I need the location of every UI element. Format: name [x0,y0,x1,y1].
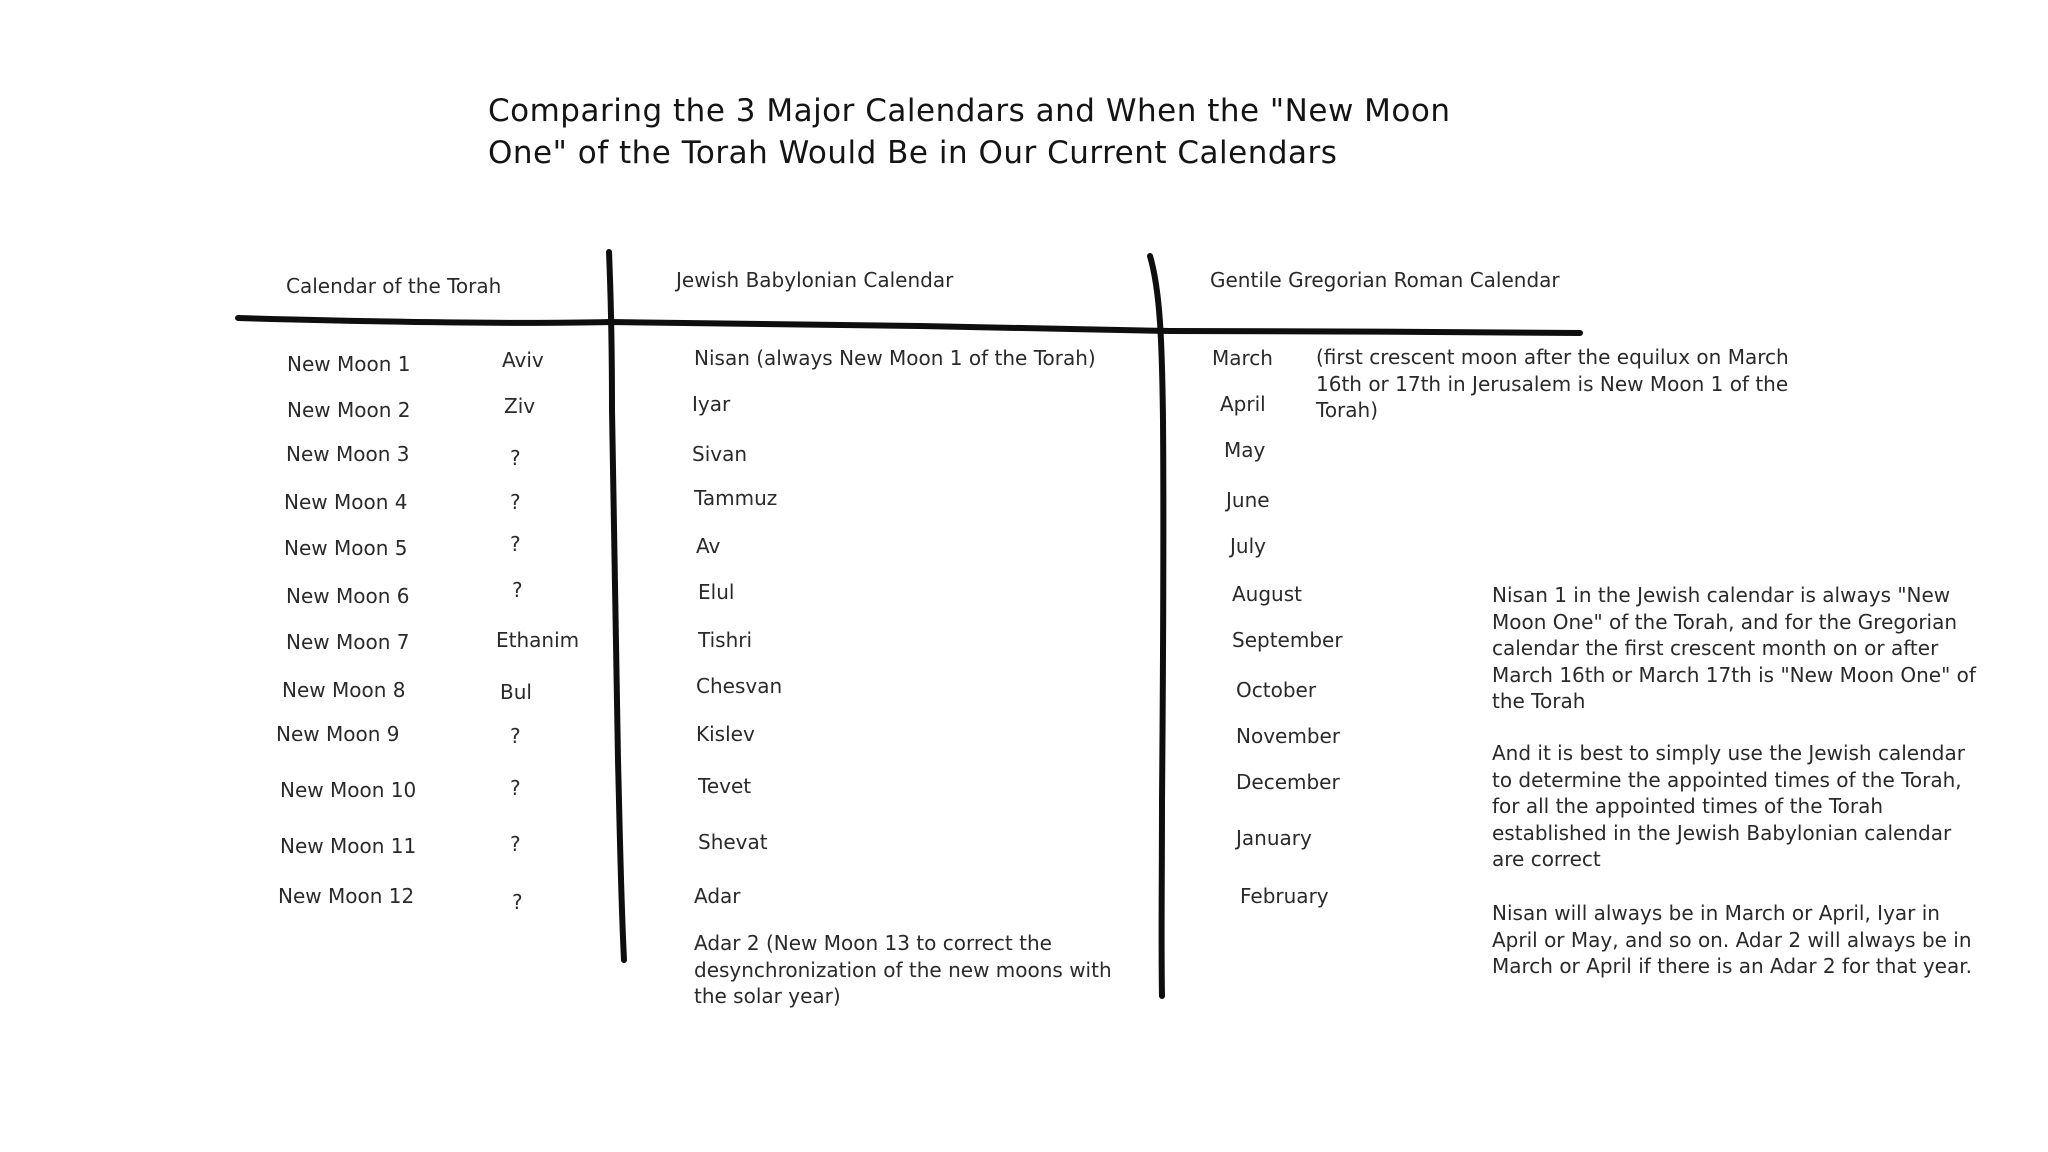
gregorian-month-name: November [1236,724,1341,748]
jewish-month-name: Av [696,534,721,558]
jewish-month-name: Tishri [698,628,753,652]
torah-month-name: Bul [500,680,532,704]
new-moon-label: New Moon 11 [280,834,417,858]
jewish-month-name: Sivan [692,442,748,466]
torah-month-name: ? [510,490,521,514]
title-line-1: Comparing the 3 Major Calendars and When the "New Moon [488,93,1451,129]
new-moon-label: New Moon 9 [276,722,400,746]
torah-month-name: Aviv [502,348,544,372]
new-moon-label: New Moon 6 [286,584,410,608]
jewish-month-name: Elul [698,580,735,604]
new-moon-label: New Moon 4 [284,490,408,514]
torah-month-name: ? [510,776,521,800]
header-torah-calendar: Calendar of the Torah [286,274,502,298]
column-divider-right [1150,256,1163,996]
gregorian-month-name: September [1232,628,1343,652]
gregorian-month-name: April [1220,392,1266,416]
gregorian-month-name: February [1240,884,1329,908]
side-note-nisan: Nisan 1 in the Jewish calendar is always "New Moon One" of the Torah, and for the Gregorian calendar the first crescent month on or after March 16th or March 17th is "New Moon One" of the Torah [1492,583,1976,713]
jewish-month-name: Tevet [698,774,752,798]
gregorian-month-name: March [1212,346,1273,370]
jewish-month-name: Adar [694,884,741,908]
page-title [488,90,1450,174]
jewish-month-name: Nisan (always New Moon 1 of the Torah) [694,346,1096,370]
new-moon-label: New Moon 2 [287,398,411,422]
header-divider-line [238,318,1580,333]
torah-month-name: ? [512,890,523,914]
side-note-month-ranges: Nisan will always be in March or April, Iyar in April or May, and so on. Adar 2 will always be in March or April if there is an Adar 2 for that year. [1492,901,1972,978]
gregorian-month-name: June [1226,488,1270,512]
gregorian-month-name: December [1236,770,1340,794]
jewish-month-name: Shevat [698,830,768,854]
jewish-month-name: Chesvan [696,674,783,698]
jewish-month-name: Tammuz [694,486,778,510]
new-moon-label: New Moon 1 [287,352,411,376]
header-gregorian-calendar: Gentile Gregorian Roman Calendar [1210,268,1560,292]
new-moon-label: New Moon 10 [280,778,417,802]
torah-month-name: ? [510,724,521,748]
torah-month-name: ? [512,578,523,602]
march-equilux-note: (first crescent moon after the equilux on March 16th or 17th in Jerusalem is New Moon 1 of the Torah) [1316,345,1789,422]
header-jewish-calendar: Jewish Babylonian Calendar [676,268,954,292]
column-divider-left [609,252,624,960]
torah-month-name: ? [510,832,521,856]
gregorian-month-name: January [1236,826,1312,850]
jewish-month-name: Iyar [692,392,731,416]
new-moon-label: New Moon 8 [282,678,406,702]
new-moon-label: New Moon 5 [284,536,408,560]
new-moon-label: New Moon 7 [286,630,410,654]
gregorian-month-name: July [1230,534,1266,558]
jewish-month-name: Kislev [696,722,755,746]
gregorian-month-name: August [1232,582,1302,606]
new-moon-label: New Moon 12 [278,884,415,908]
torah-month-name: ? [510,532,521,556]
adar-2-note: Adar 2 (New Moon 13 to correct the desynchronization of the new moons with the solar year) [694,931,1112,1008]
gregorian-month-name: May [1224,438,1266,462]
gregorian-month-name: October [1236,678,1317,702]
new-moon-label: New Moon 3 [286,442,410,466]
torah-month-name: ? [510,446,521,470]
side-note-appointed-times: And it is best to simply use the Jewish calendar to determine the appointed times of the Torah, for all the appointed times of the Torah established in the Jewish Babylonian calendar are correct [1492,741,1965,871]
torah-month-name: Ethanim [496,628,580,652]
title-line-2: One" of the Torah Would Be in Our Current Calendars [488,135,1338,171]
torah-month-name: Ziv [504,394,536,418]
